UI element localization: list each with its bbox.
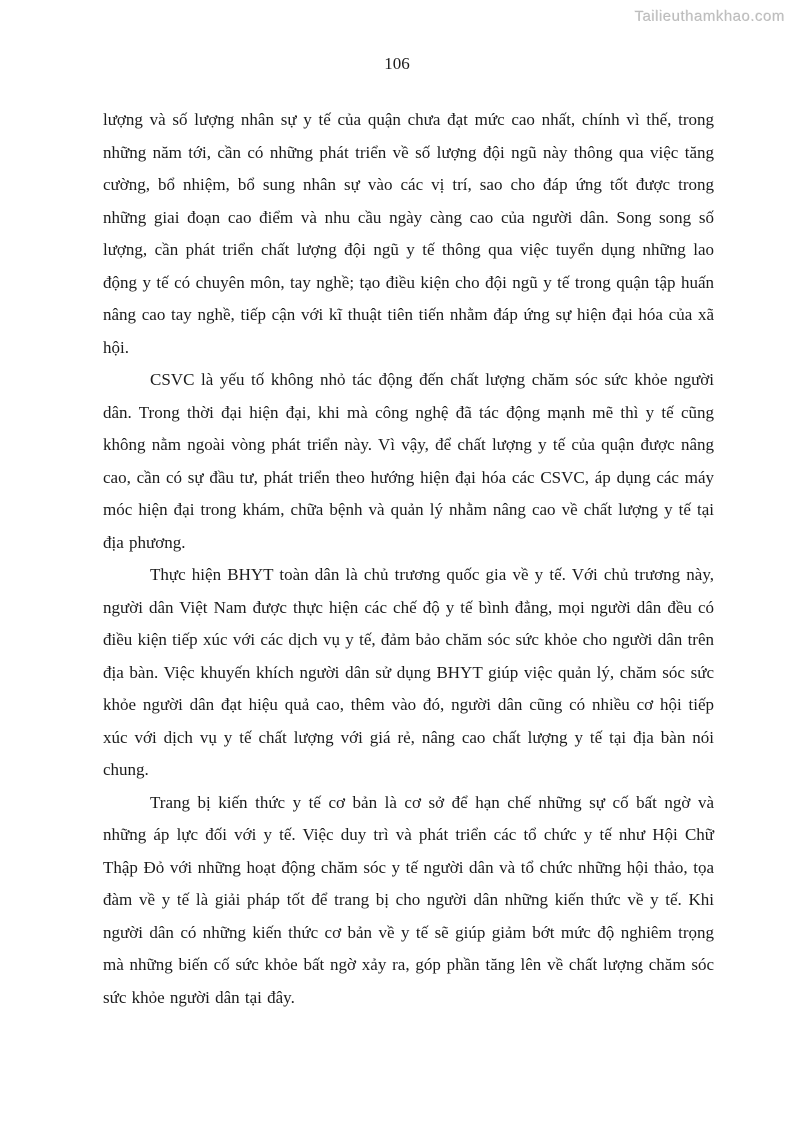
paragraph: lượng và số lượng nhân sự y tế của quận chưa đạt mức cao nhất, chính vì thế, trong những năm tới, cần có những phát triển về số lượng đội ngũ này thông qua việc tăng cường, bổ nhiệm, bổ sung nhân sự vào các vị trí, sao cho đáp ứng tốt được trong những giai đoạn cao điểm và nhu cầu ngày càng cao của người dân. Song song số lượng, cần phát triển chất lượng đội ngũ y tế thông qua việc tuyển dụng những lao động y tế có chuyên môn, tay nghề; tạo điều kiện cho đội ngũ y tế trong quận tập huấn nâng cao tay nghề, tiếp cận với kĩ thuật tiên tiến nhằm đáp ứng sự hiện đại hóa của xã hội.: [103, 110, 714, 357]
watermark-text: Tailieuthamkhao.com: [634, 8, 785, 25]
body-text: [103, 104, 714, 1014]
paragraph: Thực hiện BHYT toàn dân là chủ trương quốc gia về y tế. Với chủ trương này, người dân Việt Nam được thực hiện các chế độ y tế bình đẳng, mọi người dân đều có điều kiện tiếp xúc với các dịch vụ y tế, đảm bảo chăm sóc sức khỏe cho người dân trên địa bàn. Việc khuyến khích người dân sử dụng BHYT giúp việc quản lý, chăm sóc sức khỏe người dân đạt hiệu quả cao, thêm vào đó, người dân cũng có nhiều cơ hội tiếp xúc với dịch vụ y tế chất lượng với giá rẻ, nâng cao chất lượng y tế tại địa bàn nói chung.: [103, 565, 714, 779]
page-number: 106: [384, 54, 410, 73]
paragraph: Trang bị kiến thức y tế cơ bản là cơ sở để hạn chế những sự cố bất ngờ và những áp lực đối với y tế. Việc duy trì và phát triển các tổ chức y tế như Hội Chữ Thập Đỏ với những hoạt động chăm sóc y tế người dân và tổ chức những hội thảo, tọa đàm về y tế là giải pháp tốt để trang bị cho người dân những kiến thức về y tế. Khi người dân có những kiến thức cơ bản về y tế sẽ giúp giảm bớt mức độ nghiêm trọng mà những biến cố sức khỏe bất ngờ xảy ra, góp phần tăng lên về chất lượng chăm sóc sức khỏe người dân tại đây.: [103, 792, 714, 1007]
paragraph: CSVC là yếu tố không nhỏ tác động đến chất lượng chăm sóc sức khỏe người dân. Trong thời đại hiện đại, khi mà công nghệ đã tác động mạnh mẽ thì y tế cũng không nằm ngoài vòng phát triển này. Vì vậy, để chất lượng y tế của quận được nâng cao, cần có sự đầu tư, phát triển theo hướng hiện đại hóa các CSVC, áp dụng các máy móc hiện đại trong khám, chữa bệnh và quản lý nhằm nâng cao về chất lượng y tế tại địa phương.: [103, 370, 714, 552]
